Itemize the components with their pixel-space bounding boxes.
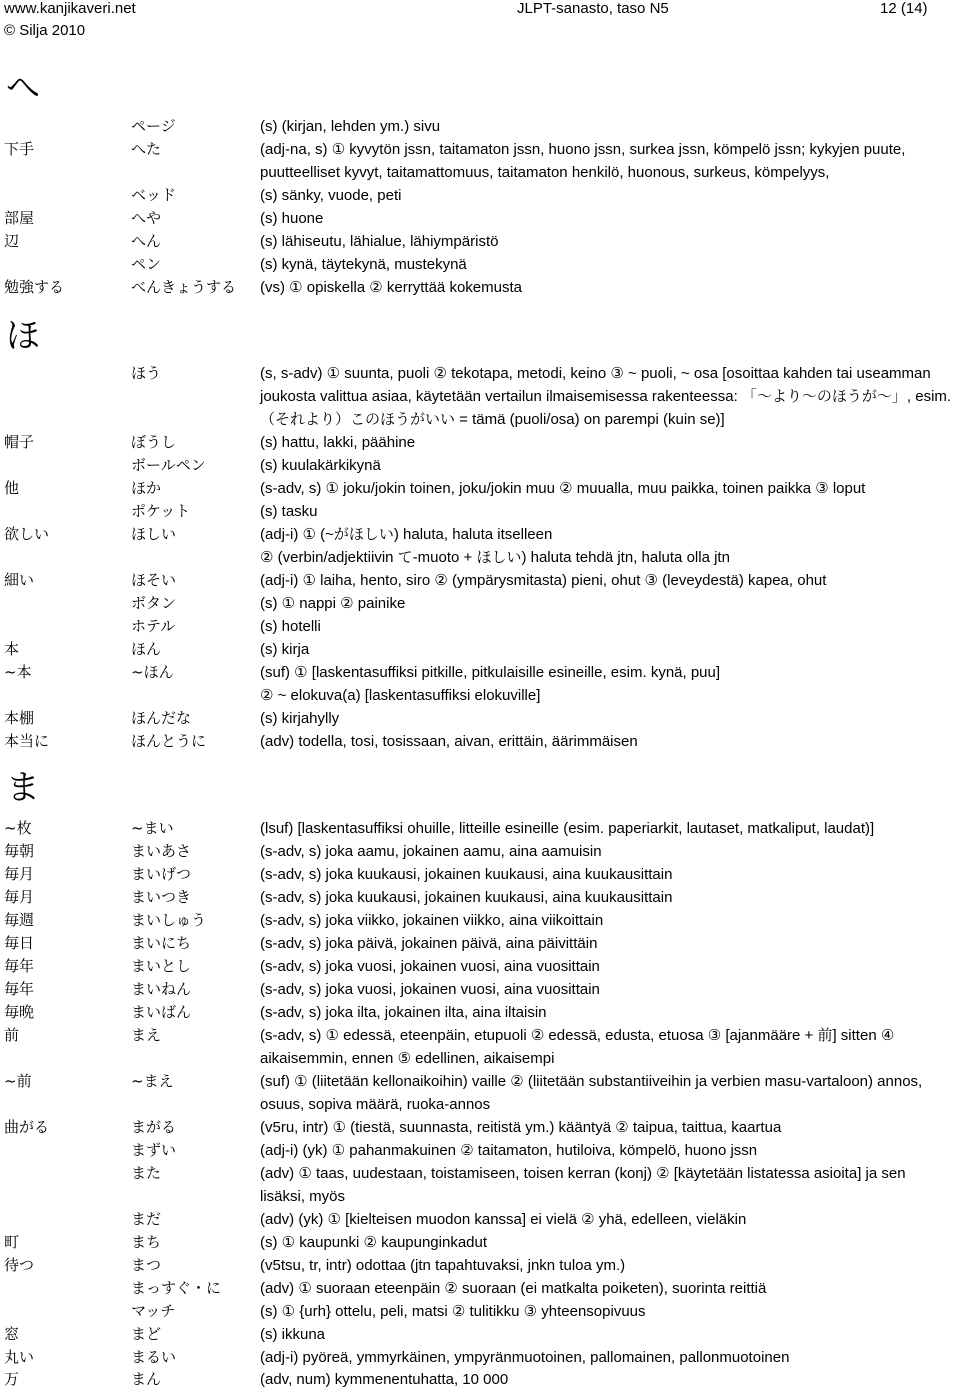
entry-reading: べんきょうする xyxy=(131,278,237,296)
entry-definition: (s) hotelli xyxy=(260,618,321,635)
entry-definition: (suf) ① (liitetään kellonaikoihin) vaille ② (liitetään substantiiveihin ja verbien masu-vartaloon) annos, osuus, sopiva määrä, ruoka-annos xyxy=(260,1073,923,1113)
entry-definition: ② (verbin/adjektiivin て-muoto + ほしい) haluta tehdä jtn, haluta olla jtn xyxy=(260,549,730,566)
entry-definition: (s-adv, s) joka kuukausi, jokainen kuukausi, aina kuukausittain xyxy=(260,889,673,906)
entry-definition: (adj-na, s) ① kyvytön jssn, taitamaton jssn, huono jssn, surkea jssn, kömpelö jssn; kykyjen puute, puutteelliset kyvyt, taitamattomuus, taitamaton henkilö, huonous, surkeus, kömpelyys, xyxy=(260,141,906,181)
entry-definition: (s) huone xyxy=(260,210,324,227)
entry-reading: まいしゅう xyxy=(131,911,207,929)
entry-definition: (adv) ① suoraan eteenpäin ② suoraan (ei matkalta poiketen), suorinta reittiä xyxy=(260,1280,767,1297)
entry-kanji: 本 xyxy=(4,640,20,658)
entry-reading: まいにち xyxy=(131,934,192,952)
entry-reading: まいつき xyxy=(131,888,192,906)
entry-kanji: 辺 xyxy=(4,232,20,250)
site-url: www.kanjikaveri.net xyxy=(4,0,136,17)
entry-kanji: 毎朝 xyxy=(4,842,35,860)
entry-definition: (s-adv, s) joka aamu, jokainen aamu, aina aamuisin xyxy=(260,843,602,860)
entry-definition: (s) kynä, täytekynä, mustekynä xyxy=(260,256,467,273)
entry-reading: まずい xyxy=(131,1141,177,1159)
entry-kanji: 万 xyxy=(4,1370,20,1388)
entry-definition: (s) tasku xyxy=(260,503,318,520)
entry-definition: (s-adv, s) ① edessä, eteenpäin, etupuoli ② edessä, edusta, etuosa ③ [ajanmääre + 前] sitten ④ aikaisemmin, ennen ⑤ edellinen, aikaisempi xyxy=(260,1027,895,1067)
entry-definition: ② ~ elokuva(a) [laskentasuffiksi elokuville] xyxy=(260,687,541,704)
entry-definition: (lsuf) [laskentasuffiksi ohuille, litteille esineille (esim. paperiarkit, lautaset, matkaliput, laudat)] xyxy=(260,820,875,837)
entry-definition: (s-adv, s) joka vuosi, jokainen vuosi, aina vuosittain xyxy=(260,981,600,998)
entry-reading: ~まえ xyxy=(131,1072,174,1090)
entry-definition: (adj-i) ① (~がほしい) haluta, haluta itselleen xyxy=(260,526,553,543)
entry-definition: (adv) ① taas, uudestaan, toistamiseen, toisen kerran (konj) ② [käytetään listatessa asioita] ja sen lisäksi, myös xyxy=(260,1165,906,1205)
entry-kanji: 丸い xyxy=(4,1348,35,1366)
entry-reading: マッチ xyxy=(131,1302,176,1320)
page-number: 12 (14) xyxy=(880,0,928,17)
entry-reading: ほん xyxy=(131,640,162,658)
entry-kanji: 欲しい xyxy=(4,525,50,543)
entry-reading: ベッド xyxy=(131,186,177,204)
entry-reading: へや xyxy=(131,209,162,227)
entry-definition: (adj-i) ① laiha, hento, siro ② (ympärysmitasta) pieni, ohut ③ (leveydestä) kapea, ohut xyxy=(260,572,827,589)
entry-kanji: 下手 xyxy=(4,140,35,158)
entry-reading: ぼうし xyxy=(131,433,177,451)
entry-reading: まえ xyxy=(131,1026,162,1044)
entry-reading: まいあさ xyxy=(131,842,192,860)
entry-definition: (s) kuulakärkikynä xyxy=(260,457,381,474)
entry-reading: ボールペン xyxy=(131,456,206,474)
entry-definition: (s, s-adv) ① suunta, puoli ② tekotapa, metodi, keino ③ ~ puoli, ~ osa [osoittaa kahden tai useamman joukosta valittua asiaa, käytetään vertailun ilmaisemisessa rakenteessa: 「～より～のほうが～」, esim. （それより）このほうがいい = tämä (puoli/osa) on parempi (kuin se)] xyxy=(260,365,952,428)
entry-reading: ページ xyxy=(131,117,176,135)
entry-reading: ほんとうに xyxy=(131,732,207,750)
entry-reading: ポケット xyxy=(131,502,191,520)
entry-definition: (vs) ① opiskella ② kerryttää kokemusta xyxy=(260,279,522,296)
entry-definition: (s-adv, s) joka kuukausi, jokainen kuukausi, aina kuukausittain xyxy=(260,866,673,883)
entry-kanji: 毎年 xyxy=(4,980,35,998)
entry-definition: (s) ikkuna xyxy=(260,1326,326,1343)
entry-kanji: 毎日 xyxy=(4,934,35,952)
entry-reading: まがる xyxy=(131,1118,177,1136)
entry-reading: まいげつ xyxy=(131,865,192,883)
entry-definition: (adj-i) pyöreä, ymmyrkäinen, ympyränmuotoinen, pallomainen, pallonmuotoinen xyxy=(260,1349,790,1366)
entry-kanji: ~枚 xyxy=(4,819,32,837)
section-heading-he: へ xyxy=(6,68,40,108)
entry-reading: ホテル xyxy=(131,617,176,635)
entry-kanji: ~本 xyxy=(4,663,32,681)
section-heading-ma: ま xyxy=(6,768,40,808)
entry-definition: (adj-i) (yk) ① pahanmakuinen ② taitamaton, hutiloiva, kömpelö, huono jssn xyxy=(260,1142,758,1159)
entry-definition: (s-adv, s) joka vuosi, jokainen vuosi, aina vuosittain xyxy=(260,958,600,975)
entry-kanji: 細い xyxy=(4,571,35,589)
entry-reading: まだ xyxy=(131,1210,162,1228)
entry-definition: (s) ① nappi ② painike xyxy=(260,595,406,612)
entry-kanji: 部屋 xyxy=(4,209,35,227)
entry-definition: (s) (kirjan, lehden ym.) sivu xyxy=(260,118,441,135)
entry-definition: (s-adv, s) ① joku/jokin toinen, joku/jokin muu ② muualla, muu paikka, toinen paikka ③ loput xyxy=(260,480,866,497)
entry-kanji: ~前 xyxy=(4,1072,32,1090)
entry-definition: (s) kirjahylly xyxy=(260,710,340,727)
entry-reading: ほう xyxy=(131,364,162,382)
entry-kanji: 待つ xyxy=(4,1256,35,1274)
entry-reading: ほんだな xyxy=(131,709,192,727)
entry-definition: (suf) ① [laskentasuffiksi pitkille, pitkulaisille esineille, esim. kynä, puu] xyxy=(260,664,721,681)
entry-reading: ~まい xyxy=(131,819,174,837)
entry-definition: (s) kirja xyxy=(260,641,310,658)
entry-definition: (s) ① kaupunki ② kaupunginkadut xyxy=(260,1234,488,1251)
entry-kanji: 窓 xyxy=(4,1325,20,1343)
entry-kanji: 本当に xyxy=(4,732,50,750)
entry-reading: まつ xyxy=(131,1256,162,1274)
entry-definition: (adv, num) kymmenentuhatta, 10 000 xyxy=(260,1371,509,1388)
entry-kanji: 本棚 xyxy=(4,709,35,727)
entry-kanji: 他 xyxy=(4,479,20,497)
entry-reading: ~ほん xyxy=(131,663,174,681)
entry-definition: (s-adv, s) joka viikko, jokainen viikko, aina viikoittain xyxy=(260,912,604,929)
entry-definition: (s) sänky, vuode, peti xyxy=(260,187,402,204)
entry-reading: ボタン xyxy=(131,594,177,612)
entry-reading: へた xyxy=(131,140,162,158)
entry-reading: まっすぐ・に xyxy=(131,1279,222,1297)
entry-kanji: 毎月 xyxy=(4,888,35,906)
entry-reading: ほか xyxy=(131,479,162,497)
entry-reading: ほしい xyxy=(131,525,177,543)
entry-reading: へん xyxy=(131,232,162,250)
entry-reading: まど xyxy=(131,1325,162,1343)
entry-definition: (s) hattu, lakki, päähine xyxy=(260,434,416,451)
entry-definition: (s) ① {urh} ottelu, peli, matsi ② tulitikku ③ yhteensopivuus xyxy=(260,1303,646,1320)
entry-definition: (s-adv, s) joka ilta, jokainen ilta, aina iltaisin xyxy=(260,1004,547,1021)
entry-definition: (s-adv, s) joka päivä, jokainen päivä, aina päivittäin xyxy=(260,935,598,952)
entry-definition: (v5ru, intr) ① (tiestä, suunnasta, reitistä ym.) kääntyä ② taipua, taittua, kaartua xyxy=(260,1119,782,1136)
copyright-text: © Silja 2010 xyxy=(4,22,86,39)
entry-definition: (s) lähiseutu, lähialue, lähiympäristö xyxy=(260,233,499,250)
entry-kanji: 毎晩 xyxy=(4,1003,35,1021)
entry-definition: (adv) (yk) ① [kielteisen muodon kanssa] ei vielä ② yhä, edelleen, vieläkin xyxy=(260,1211,747,1228)
entry-kanji: 町 xyxy=(4,1233,20,1251)
entry-kanji: 毎年 xyxy=(4,957,35,975)
entry-kanji: 前 xyxy=(4,1026,20,1044)
section-heading-ho: ほ xyxy=(6,316,40,356)
entry-definition: (adv) todella, tosi, tosissaan, aivan, erittäin, äärimmäisen xyxy=(260,733,638,750)
entry-kanji: 毎月 xyxy=(4,865,35,883)
entry-kanji: 帽子 xyxy=(4,433,35,451)
entry-reading: まるい xyxy=(131,1348,177,1366)
entry-kanji: 毎週 xyxy=(4,911,35,929)
entry-reading: ほそい xyxy=(131,571,177,589)
entry-definition: (v5tsu, tr, intr) odottaa (jtn tapahtuvaksi, jnkn tuloa ym.) xyxy=(260,1257,626,1274)
entry-kanji: 曲がる xyxy=(4,1118,50,1136)
entry-reading: また xyxy=(131,1164,162,1182)
entry-reading: まん xyxy=(131,1370,162,1388)
entry-reading: まち xyxy=(131,1233,162,1251)
entry-reading: まいとし xyxy=(131,957,192,975)
document-title: JLPT-sanasto, taso N5 xyxy=(517,0,669,17)
entry-reading: まいばん xyxy=(131,1003,192,1021)
entry-reading: まいねん xyxy=(131,980,192,998)
entry-reading: ペン xyxy=(131,255,162,273)
entry-kanji: 勉強する xyxy=(4,278,65,296)
